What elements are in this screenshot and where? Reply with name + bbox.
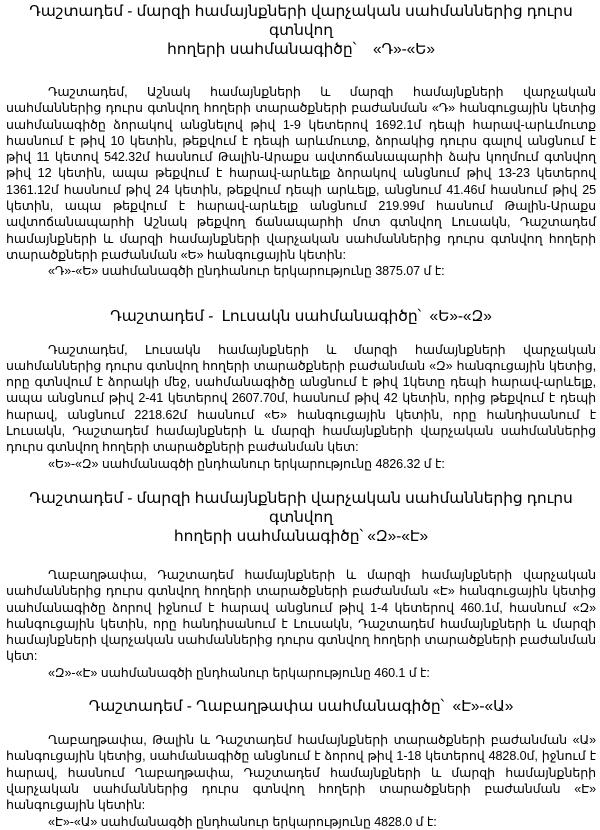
section-paragraph-e-z: Դաշտադեմ, Լուսակն համայնքների և մարզի համայնքների վարչական սահմաններից դուրս գտնվող հողերի տարածքների բաժանման «Զ» հանգուցային կետից, որը գտնվում է ձորակի մեջ, սահմանագիծը անցնում է թիվ 1կետը դեպի հարավ-արևելք, ապա անցնում թիվ 2-41 կետերով 2607.70մ, հասնում թիվ 42 կետին, որից թեքվում է դեպի հարավ, անցնում 2218.62մ հասնում «Ե» հանգուցային կետին, որը հանդիսանում է Լուսակն, Դաշտադեմ համայնքների և մարզի համայնքների վարչական սահմաններից դուրս գտնվող հողերի տարածքների բաժանման կետ:: [6, 342, 596, 455]
section-title-line1: Դաշտադեմ - մարզի համայնքների վարչական սահմաններից դուրս գտնվող: [29, 3, 573, 39]
section-summary-d-e: «Դ»-«Ե» սահմանագծի ընդհանուր երկարությունը 3875.07 մ է:: [48, 264, 445, 279]
section-title-d-e: [6, 0, 596, 59]
section-title-line2: հողերի սահմանագիծը՝ «Դ»-«Ե»: [167, 41, 435, 58]
section-title-z-e: [6, 489, 596, 546]
section-title-line1: Դաշտադեմ - Լուսակն սահմանագիծը՝ «Ե»-«Զ»: [110, 307, 492, 325]
section-paragraph-e-a: Ղաբաղթափա, Թալին և Դաշտադեմ համայնքների տարածքների բաժանման «Ա» հանգուցային կետից, սահմանագիծը անցնում է ձորով թիվ 1-18 կետերով 4828.0մ, իջնում է հարավ, հասնում Ղաբաղթափա, Դաշտադեմ համայնքների և մարզի համայնքների վարչական սահմաններից դուրս գտնվող հողերի տարածքների բաժանման «Է» հանգուցային կետին:: [6, 733, 596, 813]
section-summary-z-e: «Զ»-«Է» սահմանագծի ընդհանուր երկարությունը 460.1 մ է:: [48, 665, 430, 680]
section-paragraph-d-e: Դաշտադեմ, Աշնակ համայնքների և մարզի համայնքների վարչական սահմաններից դուրս գտնվող հողերի տարածքների բաժանման «Դ» հանգուցային կետից սահմանագիծը ձորակով անցնելով թիվ 1-9 կետերով 1692.1մ դեպի հարավ-արևմուտք հասնում է թիվ 10 կետին, թեքվում է դեպի արևմուտք, ձորակից դուրս գալով անցնում է թիվ 11 կետով 542.32մ հասնում Թալին-Արաքս ավտոճանապարհի ձախ կողմում գտնվող թիվ 12 կետին, ապա թեքվում է հարավ-արևելք ձորակով անցնում թիվ 13-23 կետերով 1361.12մ հասնում թիվ 24 կետին, թեքվում դեպի արևելք, անցնում 41.46մ հասնում թիվ 25 կետին, ապա թեքվում է հարավ-արևելք անցնում 219.99մ հասնում Թալին-Արաքս ավտոճանապարհի Աշնակ թեքվող ճանապարհի մոտ գտնվող Լուսակն, Դաշտադեմ համայնքների և մարզի համայնքների վարչական սահմաններից դուրս գտնվող հողերի տարածքների բաժանման «Ե» հանգուցային կետին:: [6, 85, 596, 262]
section-title-e-a: [6, 697, 596, 716]
section-paragraph-z-e: Ղաբաղթափա, Դաշտադեմ համայնքների և մարզի համայնքների վարչական սահմաններից դուրս գտնվող հողերի տարածքների բաժանման «Է» հանգուցային կետից սահմանագիծը ձորով իջնում է հարավ անցնում թիվ 1-4 կետերով 460.1մ, հասնում «Զ» հանգուցային կետին, որը հանդիսանում է Լուսակն, Դաշտադեմ համայնքների և մարզի համայնքների վարչական սահմաններից դուրս գտնվող հողերի տարածքների բաժանման կետ:: [6, 567, 596, 664]
section-summary-e-a: «Է»-«Ա» սահմանագծի ընդհանուր երկարությունը 4828.0 մ է:: [48, 814, 437, 829]
section-title-line1: Դաշտադեմ - մարզի համայնքների վարչական սահմաններից դուրս գտնվող: [29, 489, 573, 526]
section-title-line2: հողերի սահմանագիծը՝ «Զ»-«Է»: [173, 527, 429, 545]
section-title-line1: Դաշտադեմ - Ղաբաղթափա սահմանագիծը՝ «Է»-«Ա»: [88, 698, 514, 716]
section-summary-e-z: «Ե»-«Զ» սահմանագծի ընդհանուր երկարությունը 4826.32 մ է:: [48, 456, 445, 471]
section-title-e-z: [6, 307, 596, 326]
